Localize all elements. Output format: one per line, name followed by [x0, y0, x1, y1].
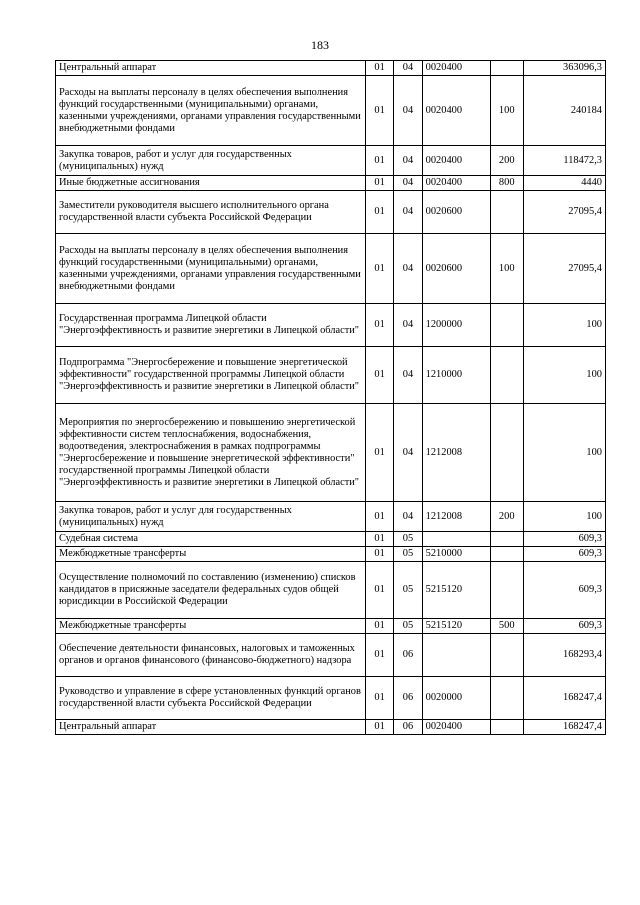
- row-section: 01: [365, 562, 393, 619]
- table-row: [56, 619, 606, 634]
- row-name: Межбюджетные трансферты: [56, 547, 366, 562]
- row-expense-type: 200: [490, 502, 523, 532]
- row-amount: 100: [523, 347, 605, 404]
- row-section: 01: [365, 191, 393, 234]
- row-name: Закупка товаров, работ и услуг для государственных (муниципальных) нужд: [56, 146, 366, 176]
- table-row: [56, 562, 606, 619]
- row-target-code: 1200000: [422, 304, 490, 347]
- table-row: [56, 304, 606, 347]
- table-row: [56, 146, 606, 176]
- row-target-code: 0020400: [422, 61, 490, 76]
- row-expense-type: 100: [490, 76, 523, 146]
- row-target-code: 1210000: [422, 347, 490, 404]
- row-target-code: 0020400: [422, 720, 490, 735]
- table-row: [56, 720, 606, 735]
- row-target-code: 0020400: [422, 76, 490, 146]
- row-name: Межбюджетные трансферты: [56, 619, 366, 634]
- row-expense-type: [490, 677, 523, 720]
- row-amount: 168247,4: [523, 677, 605, 720]
- budget-table: [55, 60, 606, 735]
- row-section: 01: [365, 76, 393, 146]
- row-name: Государственная программа Липецкой области "Энергоэффективность и развитие энергетики в Липецкой области": [56, 304, 366, 347]
- row-amount: 168293,4: [523, 634, 605, 677]
- row-section: 01: [365, 547, 393, 562]
- row-amount: 100: [523, 304, 605, 347]
- row-subsection: 04: [394, 176, 422, 191]
- page-number: 183: [311, 38, 329, 52]
- row-target-code: 5215120: [422, 619, 490, 634]
- row-section: 01: [365, 234, 393, 304]
- row-name: Руководство и управление в сфере установленных функций органов государственной власти субъекта Российской Федерации: [56, 677, 366, 720]
- row-amount: 240184: [523, 76, 605, 146]
- table-row: [56, 502, 606, 532]
- row-subsection: 04: [394, 146, 422, 176]
- row-name: Расходы на выплаты персоналу в целях обеспечения выполнения функций государственными (муниципальными) органами, казенными учреждениями, органами управления государственными внебюджетными фондами: [56, 76, 366, 146]
- row-section: 01: [365, 502, 393, 532]
- row-subsection: 06: [394, 677, 422, 720]
- row-section: 01: [365, 619, 393, 634]
- table-row: [56, 677, 606, 720]
- row-target-code: 0020400: [422, 146, 490, 176]
- row-name: Судебная система: [56, 532, 366, 547]
- row-subsection: 04: [394, 304, 422, 347]
- row-name: Мероприятия по энергосбережению и повышению энергетической эффективности систем теплоснабжения, водоснабжения, водоотведения, электроснабжения в рамках подпрограммы "Энергосбережение и повышение энергетической эффективности" государственной программы Липецкой области "Энергоэффективность и развитие энергетики в Липецкой области": [56, 404, 366, 502]
- row-section: 01: [365, 176, 393, 191]
- row-expense-type: [490, 191, 523, 234]
- table-row: [56, 191, 606, 234]
- row-name: Центральный аппарат: [56, 720, 366, 735]
- row-subsection: 04: [394, 404, 422, 502]
- row-subsection: 04: [394, 234, 422, 304]
- row-expense-type: 500: [490, 619, 523, 634]
- row-section: 01: [365, 677, 393, 720]
- row-subsection: 04: [394, 76, 422, 146]
- row-subsection: 06: [394, 634, 422, 677]
- row-expense-type: [490, 404, 523, 502]
- row-section: 01: [365, 347, 393, 404]
- row-amount: 27095,4: [523, 191, 605, 234]
- row-amount: 100: [523, 502, 605, 532]
- row-amount: 4440: [523, 176, 605, 191]
- row-subsection: 05: [394, 562, 422, 619]
- row-amount: 609,3: [523, 562, 605, 619]
- row-expense-type: 800: [490, 176, 523, 191]
- row-subsection: 04: [394, 347, 422, 404]
- row-amount: 118472,3: [523, 146, 605, 176]
- table-row: [56, 404, 606, 502]
- table-row: [56, 347, 606, 404]
- row-subsection: 05: [394, 532, 422, 547]
- row-amount: 168247,4: [523, 720, 605, 735]
- row-expense-type: [490, 304, 523, 347]
- row-expense-type: [490, 547, 523, 562]
- row-target-code: [422, 532, 490, 547]
- row-subsection: 06: [394, 720, 422, 735]
- row-target-code: 5210000: [422, 547, 490, 562]
- row-amount: 27095,4: [523, 234, 605, 304]
- row-section: 01: [365, 404, 393, 502]
- row-amount: 100: [523, 404, 605, 502]
- row-name: Заместители руководителя высшего исполнительного органа государственной власти субъекта Российской Федерации: [56, 191, 366, 234]
- row-subsection: 04: [394, 191, 422, 234]
- row-expense-type: [490, 562, 523, 619]
- row-name: Подпрограмма "Энергосбережение и повышение энергетической эффективности" государственной программы Липецкой области "Энергоэффективность и развитие энергетики в Липецкой области": [56, 347, 366, 404]
- row-section: 01: [365, 304, 393, 347]
- row-target-code: [422, 634, 490, 677]
- row-subsection: 04: [394, 502, 422, 532]
- row-section: 01: [365, 532, 393, 547]
- row-target-code: 5215120: [422, 562, 490, 619]
- row-expense-type: 100: [490, 234, 523, 304]
- row-name: Центральный аппарат: [56, 61, 366, 76]
- row-amount: 609,3: [523, 619, 605, 634]
- table-row: [56, 234, 606, 304]
- row-expense-type: [490, 532, 523, 547]
- row-subsection: 05: [394, 547, 422, 562]
- row-expense-type: [490, 634, 523, 677]
- row-expense-type: [490, 720, 523, 735]
- row-name: Расходы на выплаты персоналу в целях обеспечения выполнения функций государственными (муниципальными) органами, казенными учреждениями, органами управления государственными внебюджетными фондами: [56, 234, 366, 304]
- row-section: 01: [365, 720, 393, 735]
- row-target-code: 0020400: [422, 176, 490, 191]
- row-name: Осуществление полномочий по составлению (изменению) списков кандидатов в присяжные заседатели федеральных судов общей юрисдикции в Российской Федерации: [56, 562, 366, 619]
- row-amount: 609,3: [523, 547, 605, 562]
- row-subsection: 04: [394, 61, 422, 76]
- table-row: [56, 547, 606, 562]
- row-section: 01: [365, 146, 393, 176]
- row-amount: 363096,3: [523, 61, 605, 76]
- row-subsection: 05: [394, 619, 422, 634]
- row-target-code: 0020600: [422, 191, 490, 234]
- table-row: [56, 176, 606, 191]
- row-name: Иные бюджетные ассигнования: [56, 176, 366, 191]
- table-row: [56, 76, 606, 146]
- row-amount: 609,3: [523, 532, 605, 547]
- row-target-code: 1212008: [422, 502, 490, 532]
- table-row: [56, 634, 606, 677]
- table-row: [56, 61, 606, 76]
- row-section: 01: [365, 61, 393, 76]
- row-section: 01: [365, 634, 393, 677]
- row-expense-type: [490, 61, 523, 76]
- row-expense-type: 200: [490, 146, 523, 176]
- row-target-code: 0020000: [422, 677, 490, 720]
- row-target-code: 1212008: [422, 404, 490, 502]
- row-name: Обеспечение деятельности финансовых, налоговых и таможенных органов и органов финансового (финансово-бюджетного) надзора: [56, 634, 366, 677]
- table-row: [56, 532, 606, 547]
- row-name: Закупка товаров, работ и услуг для государственных (муниципальных) нужд: [56, 502, 366, 532]
- row-target-code: 0020600: [422, 234, 490, 304]
- row-expense-type: [490, 347, 523, 404]
